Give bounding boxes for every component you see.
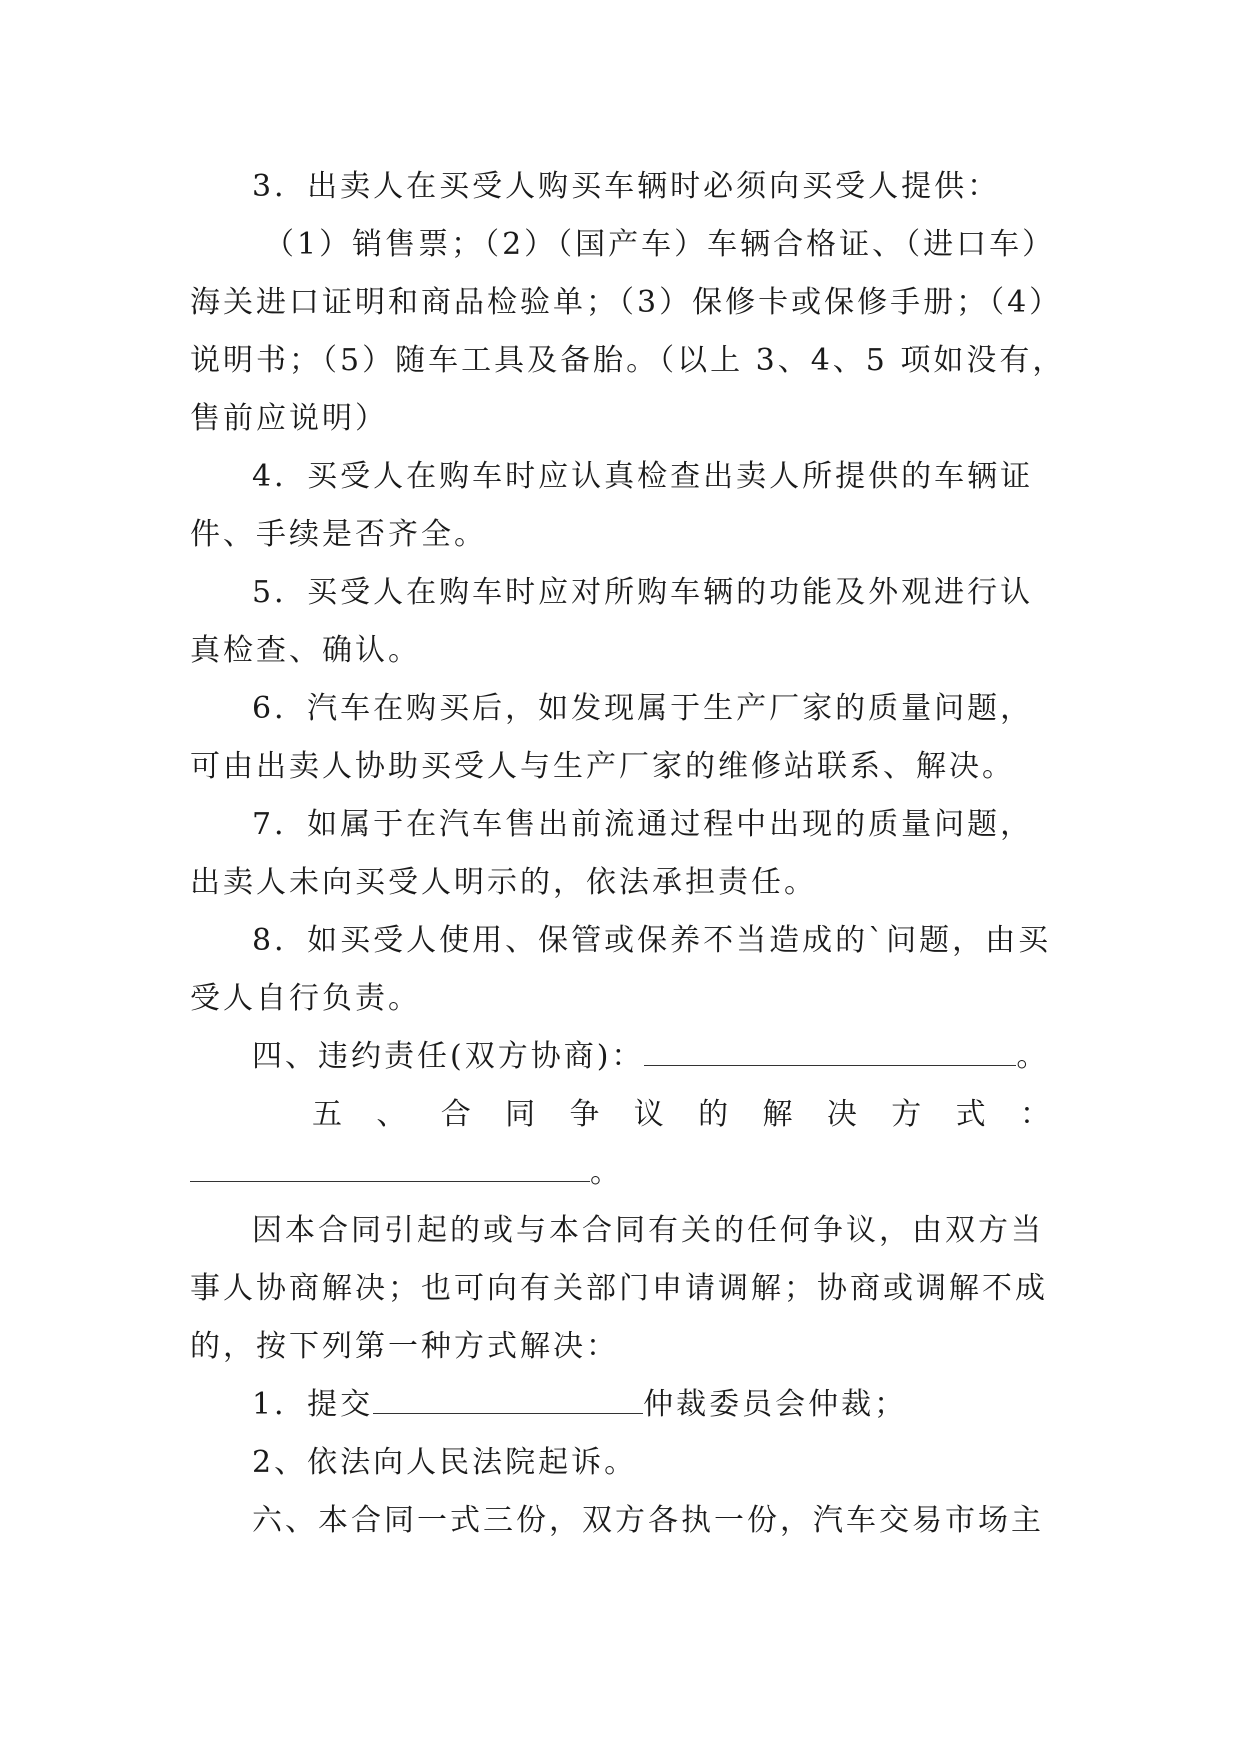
clause-3-items-line-1: （1）销售票；（2）（国产车）车辆合格证、（进口车） (264, 227, 1056, 262)
dispute-heading-char: 方 (891, 1097, 922, 1132)
dispute-heading-char: ： (1019, 1097, 1050, 1132)
clause-6-cont: 可由出卖人协助买受人与生产厂家的维修站联系、解决。 (190, 749, 1015, 784)
arbitration-committee-blank[interactable] (373, 1387, 643, 1414)
dispute-heading-char: 决 (826, 1097, 857, 1132)
dispute-paragraph-line-1: 因本合同引起的或与本合同有关的任何争议，由双方当 (252, 1213, 1044, 1248)
dispute-heading-char: 解 (762, 1097, 793, 1132)
breach-liability-label: 四、违约责任(双方协商)： (252, 1039, 645, 1074)
dispute-heading-char: 的 (698, 1097, 729, 1132)
section-copies: 六、本合同一式三份，双方各执一份，汽车交易市场主 (252, 1503, 1044, 1538)
clause-5: 5．买受人在购车时应对所购车辆的功能及外观进行认 (252, 575, 1034, 610)
dispute-method-blank-line (190, 1144, 1050, 1202)
clause-4: 4．买受人在购车时应认真检查出卖人所提供的车辆证 (252, 459, 1034, 494)
dispute-heading-char: 议 (633, 1097, 664, 1132)
section-breach-liability (190, 1028, 1050, 1086)
dispute-paragraph-line-2: 事人协商解决；也可向有关部门申请调解；协商或调解不成 (190, 1271, 1048, 1306)
section-dispute-heading (190, 1086, 1050, 1144)
dispute-heading-char: 争 (569, 1097, 600, 1132)
clause-8-cont: 受人自行负责。 (190, 981, 421, 1016)
document-page (190, 158, 1066, 1550)
arbitration-option (190, 1376, 1050, 1434)
dispute-paragraph-line-3: 的，按下列第一种方式解决： (190, 1329, 619, 1364)
clause-3: 3．出卖人在买受人购买车辆时必须向买受人提供： (252, 169, 1001, 204)
clause-5-cont: 真检查、确认。 (190, 633, 421, 668)
litigation-option: 2、依法向人民法院起诉。 (252, 1445, 638, 1480)
clause-7: 7．如属于在汽车售出前流通过程中出现的质量问题， (252, 807, 1034, 842)
dispute-heading-char: 式 (955, 1097, 986, 1132)
dispute-heading-char: 同 (505, 1097, 536, 1132)
clause-3-items-line-4: 售前应说明） (190, 401, 388, 436)
dispute-method-blank[interactable] (190, 1155, 590, 1182)
arbitration-suffix: 仲裁委员会仲裁； (643, 1387, 908, 1422)
clause-3-items-line-2: 海关进口证明和商品检验单；（3）保修卡或保修手册；（4） (190, 285, 1063, 320)
clause-7-cont: 出卖人未向买受人明示的，依法承担责任。 (190, 865, 817, 900)
dispute-method-end: 。 (590, 1155, 623, 1190)
breach-liability-end: 。 (1016, 1039, 1050, 1074)
dispute-heading-char: 合 (440, 1097, 471, 1132)
clause-3-items-line-3: 说明书；（5）随车工具及备胎。（以上 3、4、5 项如没有， (190, 343, 1066, 378)
breach-liability-blank[interactable] (644, 1039, 1016, 1066)
dispute-heading-char: 五 (312, 1097, 342, 1132)
arbitration-label: 1．提交 (252, 1387, 374, 1422)
dispute-heading-char: 、 (376, 1097, 407, 1132)
clause-6: 6．汽车在购买后，如发现属于生产厂家的质量问题， (252, 691, 1034, 726)
clause-8: 8．如买受人使用、保管或保养不当造成的`问题，由买 (252, 923, 1052, 958)
clause-4-cont: 件、手续是否齐全。 (190, 517, 487, 552)
